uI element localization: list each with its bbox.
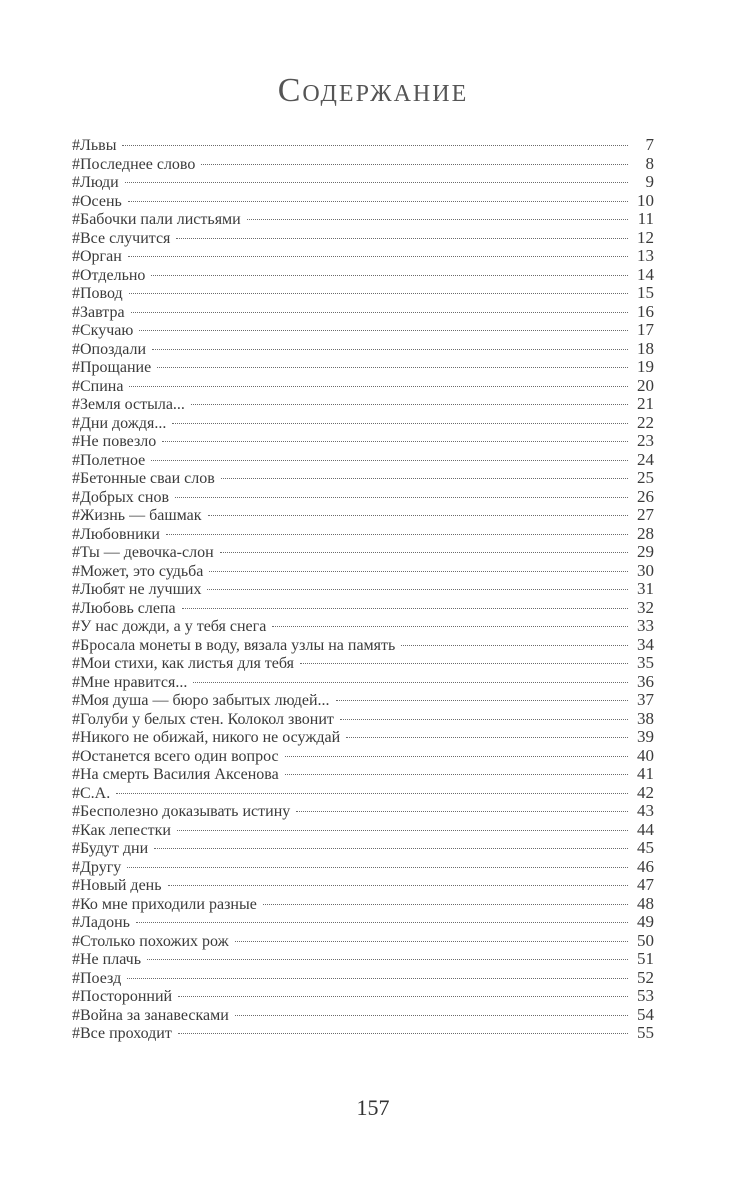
toc-entry-title: #Опоздали (72, 340, 147, 358)
toc-entry-title: #Может, это судьба (72, 562, 204, 580)
toc-entry (72, 784, 654, 803)
dot-leader (336, 700, 628, 701)
dot-leader (263, 904, 628, 905)
toc-entry (72, 432, 654, 451)
dot-leader (116, 793, 628, 794)
table-of-contents (72, 136, 654, 1043)
toc-entry (72, 858, 654, 877)
toc-entry-page: 49 (637, 912, 654, 931)
toc-entry-title: #Мои стихи, как листья для тебя (72, 655, 294, 672)
toc-entry (72, 895, 654, 914)
toc-entry-page: 12 (637, 227, 654, 247)
toc-entry-page: 9 (645, 172, 654, 191)
toc-entry-title: #Любят не лучших (72, 581, 202, 598)
toc-entry-page: 11 (637, 209, 654, 228)
dot-leader (346, 737, 628, 738)
toc-entry-title: #Последнее слово (72, 155, 196, 173)
toc-entry-title: #Поезд (72, 969, 122, 987)
dot-leader (128, 201, 628, 202)
toc-entry-page: 32 (637, 597, 654, 617)
dot-leader (139, 330, 628, 331)
toc-entry-page: 13 (637, 246, 654, 265)
toc-entry-title: #Будут дни (72, 840, 149, 857)
toc-entry-page: 29 (637, 542, 654, 561)
toc-entry-page: 42 (637, 782, 654, 802)
toc-entry-title: #Все проходит (72, 1025, 172, 1042)
toc-entry-title: #У нас дожди, а у тебя снега (72, 618, 267, 635)
dot-leader (128, 256, 628, 257)
dot-leader (136, 922, 628, 923)
toc-entry-title: #Спина (72, 377, 124, 395)
dot-leader (162, 441, 628, 442)
dot-leader (129, 293, 628, 294)
toc-entry-page: 41 (637, 764, 654, 783)
toc-entry-page: 24 (637, 449, 654, 469)
toc-entry (72, 395, 654, 414)
toc-entry-title: #Отдельно (72, 266, 146, 284)
toc-entry (72, 340, 654, 359)
toc-entry-page: 16 (637, 301, 654, 321)
toc-entry-page: 28 (637, 523, 654, 543)
dot-leader (127, 867, 628, 868)
dot-leader (151, 460, 628, 461)
toc-entry-title: #Жизнь — башмак (72, 507, 202, 524)
page-title: Содержание (277, 72, 469, 109)
toc-entry-title: #Любовники (72, 525, 160, 543)
toc-entry (72, 876, 654, 895)
dot-leader (122, 145, 628, 146)
toc-entry (72, 932, 654, 951)
toc-entry-page: 34 (637, 634, 654, 654)
toc-entry-title: #Люди (72, 174, 119, 191)
toc-entry (72, 229, 654, 248)
toc-entry-title: #Столько похожих рож (72, 932, 229, 950)
dot-leader (157, 367, 628, 368)
toc-entry-title: #Новый день (72, 877, 162, 894)
dot-leader (152, 349, 628, 350)
toc-entry (72, 488, 654, 507)
dot-leader (221, 478, 628, 479)
toc-entry (72, 617, 654, 636)
toc-entry-page: 18 (637, 338, 654, 358)
dot-leader (175, 497, 628, 498)
toc-entry-title: #Дни дождя... (72, 414, 167, 432)
toc-entry-page: 54 (637, 1004, 654, 1024)
toc-entry-page: 36 (637, 671, 654, 691)
toc-entry (72, 525, 654, 544)
toc-entry-page: 48 (637, 893, 654, 913)
dot-leader (272, 626, 628, 627)
toc-entry-title: #Скучаю (72, 322, 134, 339)
toc-entry-title: #Не повезло (72, 433, 157, 450)
dot-leader (178, 1033, 628, 1034)
toc-entry-page: 17 (637, 320, 654, 339)
dot-leader (177, 830, 628, 831)
toc-entry-title: #Бетонные сваи слов (72, 470, 215, 487)
dot-leader (285, 756, 628, 757)
toc-entry (72, 136, 654, 155)
toc-entry (72, 913, 654, 932)
toc-entry (72, 636, 654, 655)
dot-leader (285, 774, 628, 775)
toc-entry-title: #Земля остыла... (72, 396, 185, 413)
toc-entry-page: 47 (637, 875, 654, 894)
toc-entry-page: 21 (637, 394, 654, 413)
toc-entry (72, 969, 654, 988)
toc-entry (72, 321, 654, 340)
toc-entry-title: #Повод (72, 285, 123, 302)
toc-entry-page: 10 (637, 190, 654, 210)
dot-leader (401, 645, 628, 646)
toc-entry (72, 950, 654, 969)
dot-leader (176, 238, 628, 239)
toc-entry-title: #Бабочки пали листьями (72, 211, 241, 228)
toc-entry-page: 39 (637, 727, 654, 746)
toc-entry-title: #Добрых снов (72, 488, 170, 506)
toc-entry (72, 173, 654, 192)
toc-entry-title: #Как лепестки (72, 821, 171, 839)
toc-entry-title: #Ты — девочка-слон (72, 544, 214, 561)
dot-leader (154, 848, 628, 849)
dot-leader (172, 423, 628, 424)
toc-entry-page: 52 (637, 967, 654, 987)
toc-entry-title: #На смерть Василия Аксенова (72, 766, 279, 783)
toc-entry-title: #Любовь слепа (72, 599, 176, 617)
toc-entry-page: 35 (637, 653, 654, 672)
toc-entry (72, 414, 654, 433)
toc-entry-page: 27 (637, 505, 654, 524)
toc-entry-title: #Осень (72, 192, 122, 210)
toc-entry (72, 543, 654, 562)
toc-entry-page: 40 (637, 745, 654, 765)
toc-entry-page: 25 (637, 468, 654, 487)
page-number: 157 (356, 1095, 390, 1120)
dot-leader (207, 589, 628, 590)
toc-entry (72, 506, 654, 525)
toc-entry-title: #Завтра (72, 303, 125, 321)
toc-entry (72, 377, 654, 396)
toc-entry (72, 673, 654, 692)
toc-entry-page: 19 (637, 357, 654, 376)
dot-leader (220, 552, 628, 553)
dot-leader (235, 941, 628, 942)
toc-entry-title: #Все случится (72, 229, 171, 247)
toc-entry-page: 30 (637, 560, 654, 580)
dot-leader (129, 386, 628, 387)
toc-entry-title: #Орган (72, 248, 122, 265)
dot-leader (168, 885, 628, 886)
toc-entry-title: #Полетное (72, 451, 146, 469)
toc-entry (72, 247, 654, 266)
dot-leader (247, 219, 628, 220)
dot-leader (193, 682, 628, 683)
dot-leader (147, 959, 628, 960)
toc-entry-title: #Другу (72, 858, 122, 876)
toc-entry-title: #Львы (72, 137, 117, 154)
toc-entry-title: #Ко мне приходили разные (72, 895, 257, 913)
dot-leader (340, 719, 628, 720)
toc-entry-page: 55 (637, 1023, 654, 1042)
toc-entry (72, 1006, 654, 1025)
toc-entry-title: #Останется всего один вопрос (72, 747, 279, 765)
toc-entry-title: #Посторонний (72, 988, 173, 1005)
toc-entry-title: #Мне нравится... (72, 673, 188, 691)
toc-entry-page: 20 (637, 375, 654, 395)
toc-entry (72, 451, 654, 470)
toc-entry (72, 155, 654, 174)
dot-leader (191, 404, 628, 405)
toc-entry-page: 53 (637, 986, 654, 1005)
toc-entry-page: 26 (637, 486, 654, 506)
toc-entry-title: #С.А. (72, 784, 111, 802)
toc-entry (72, 654, 654, 673)
toc-entry (72, 210, 654, 229)
dot-leader (235, 1015, 628, 1016)
toc-entry (72, 192, 654, 211)
toc-entry-title: #Бесполезно доказывать истину (72, 803, 291, 820)
toc-entry-page: 38 (637, 708, 654, 728)
toc-entry-page: 50 (637, 930, 654, 950)
toc-entry-page: 31 (637, 579, 654, 598)
toc-entry (72, 710, 654, 729)
toc-entry-title: #Не плачь (72, 951, 142, 968)
toc-entry (72, 562, 654, 581)
toc-entry-page: 14 (637, 264, 654, 284)
toc-entry-page: 15 (637, 283, 654, 302)
toc-entry-title: #Никого не обижай, никого не осуждай (72, 729, 341, 746)
toc-entry-page: 23 (637, 431, 654, 450)
dot-leader (209, 571, 628, 572)
toc-entry-page: 46 (637, 856, 654, 876)
toc-entry-title: #Ладонь (72, 914, 130, 931)
dot-leader (125, 182, 628, 183)
dot-leader (151, 275, 628, 276)
toc-entry-title: #Война за занавесками (72, 1006, 229, 1024)
toc-entry-title: #Бросала монеты в воду, вязала узлы на память (72, 636, 396, 654)
toc-entry-page: 37 (637, 690, 654, 709)
dot-leader (208, 515, 628, 516)
toc-entry (72, 284, 654, 303)
dot-leader (131, 312, 628, 313)
toc-entry (72, 599, 654, 618)
toc-entry-title: #Голуби у белых стен. Колокол звонит (72, 710, 334, 728)
toc-entry (72, 1024, 654, 1043)
toc-entry-page: 43 (637, 801, 654, 820)
toc-entry (72, 469, 654, 488)
dot-leader (201, 164, 628, 165)
toc-entry-page: 44 (637, 819, 654, 839)
dot-leader (296, 811, 628, 812)
toc-entry (72, 802, 654, 821)
dot-leader (166, 534, 628, 535)
toc-entry-page: 51 (637, 949, 654, 968)
dot-leader (300, 663, 628, 664)
toc-entry (72, 987, 654, 1006)
toc-entry-page: 45 (637, 838, 654, 857)
toc-entry (72, 821, 654, 840)
toc-entry (72, 266, 654, 285)
toc-entry (72, 765, 654, 784)
toc-entry-page: 7 (645, 135, 654, 154)
toc-entry-page: 22 (637, 412, 654, 432)
dot-leader (178, 996, 628, 997)
toc-entry (72, 728, 654, 747)
toc-entry-page: 33 (637, 616, 654, 635)
toc-entry (72, 747, 654, 766)
dot-leader (182, 608, 628, 609)
toc-entry-page: 8 (645, 153, 654, 173)
toc-entry (72, 358, 654, 377)
toc-entry-title: #Прощание (72, 359, 152, 376)
toc-entry (72, 839, 654, 858)
toc-entry (72, 580, 654, 599)
toc-entry (72, 691, 654, 710)
toc-entry (72, 303, 654, 322)
dot-leader (127, 978, 628, 979)
toc-entry-title: #Моя душа — бюро забытых людей... (72, 692, 330, 709)
